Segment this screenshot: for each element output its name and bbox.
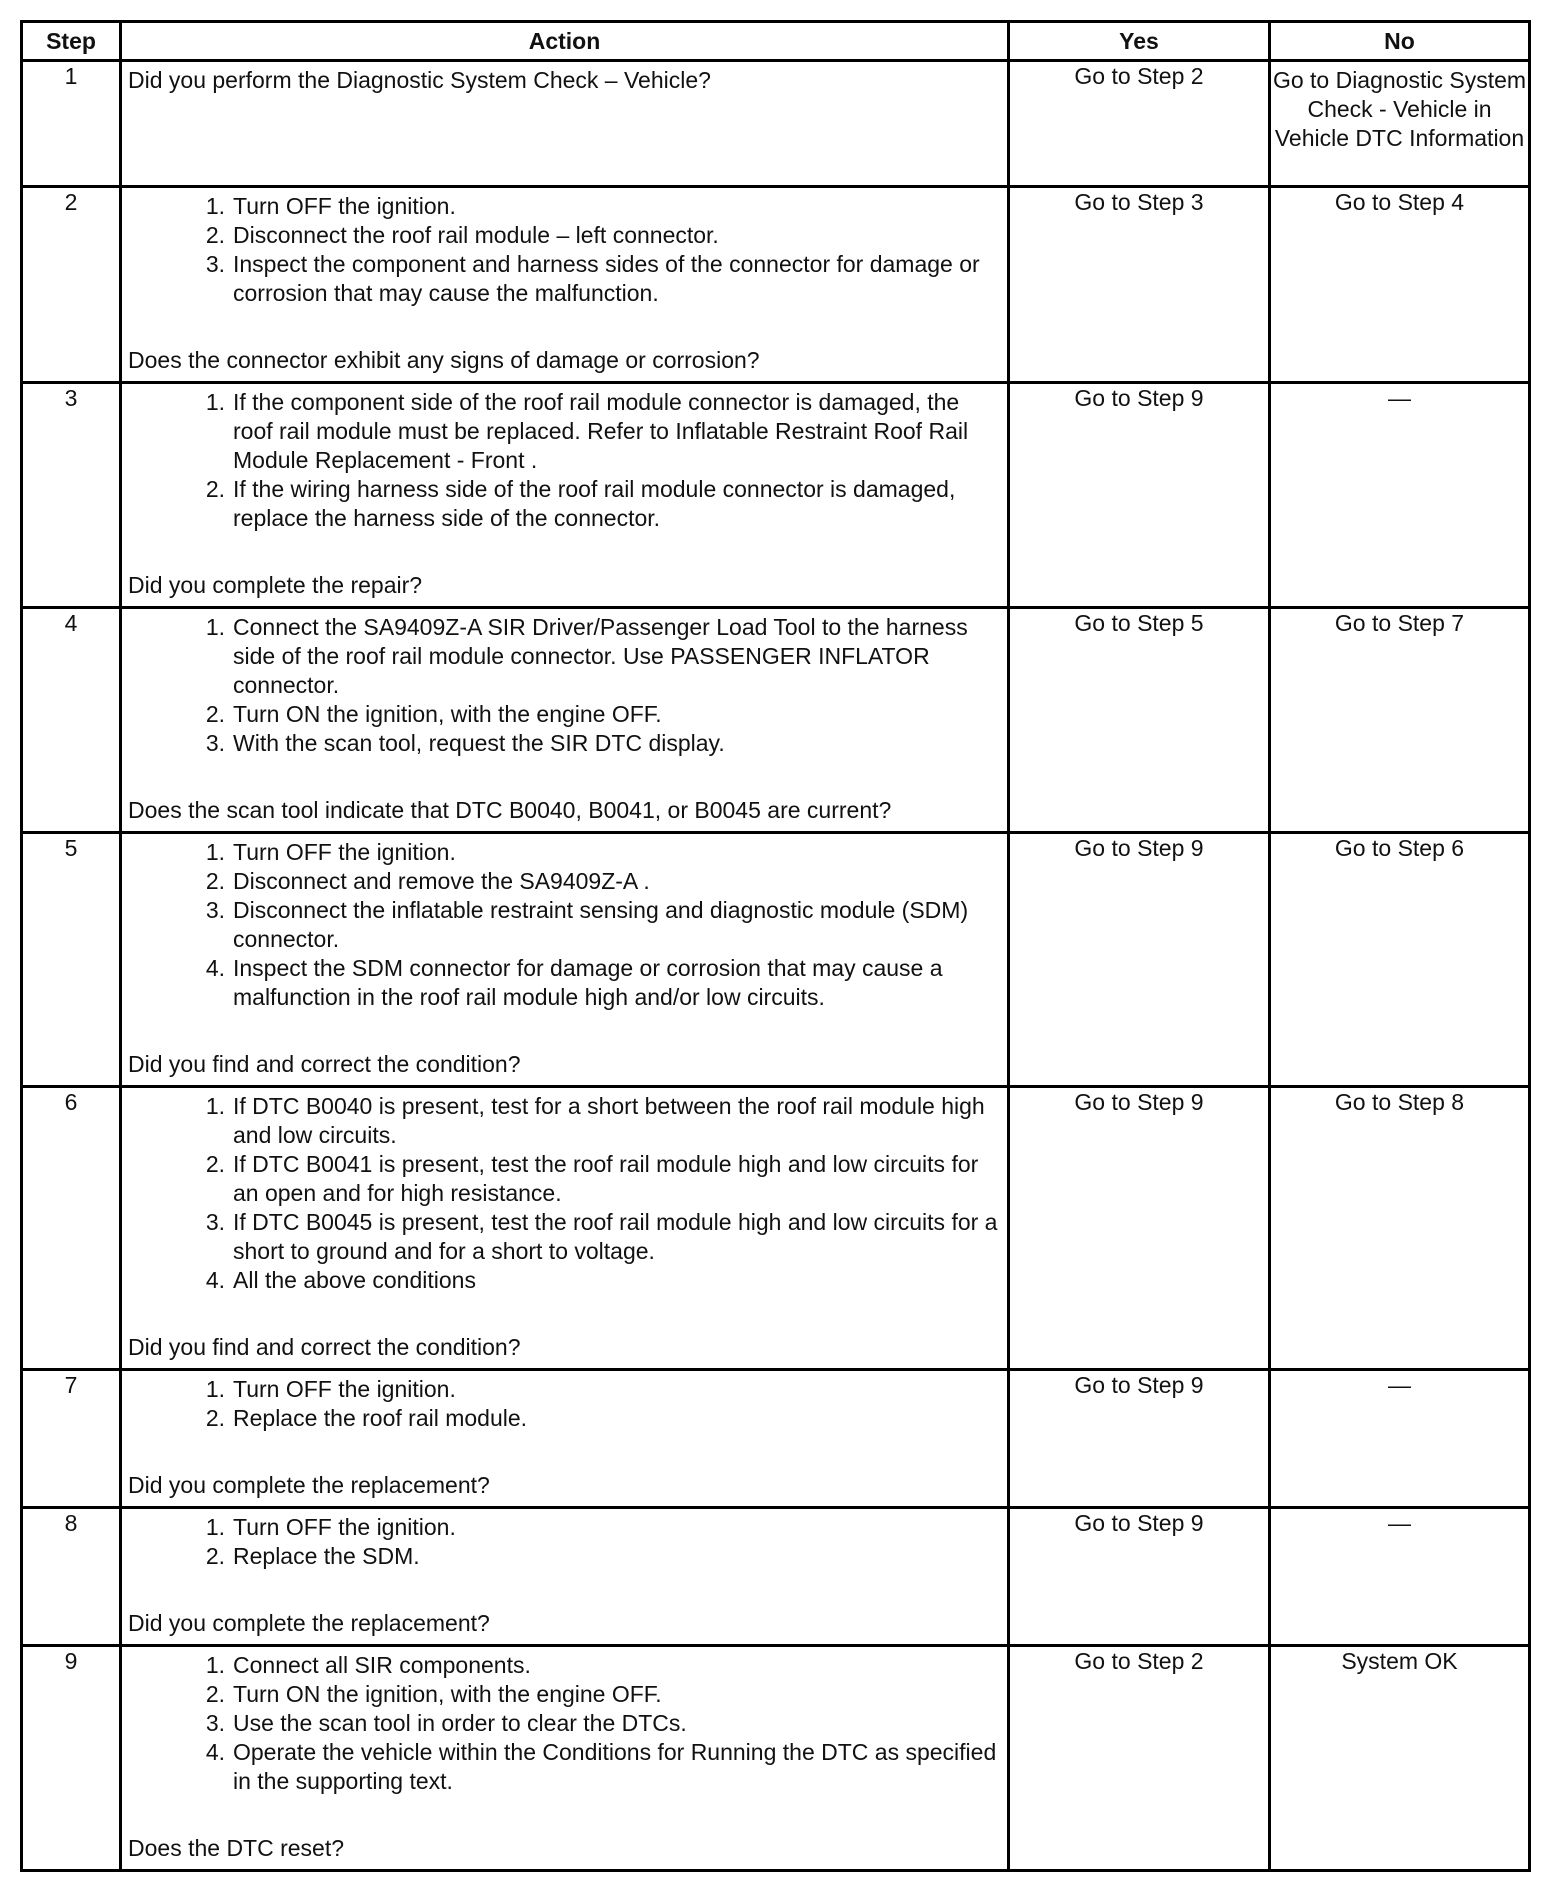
action-step-item: 2. If DTC B0041 is present, test the roof rail module high and low circuits for an open and for high resistance. bbox=[205, 1151, 979, 1206]
action-step-item: 1. Turn OFF the ignition. bbox=[205, 1514, 456, 1540]
action-step-item: 2. Turn ON the ignition, with the engine OFF. bbox=[205, 1681, 662, 1707]
no-result: — bbox=[1270, 383, 1530, 608]
step-row-2 bbox=[22, 187, 1530, 383]
no-result: Go to Diagnostic System Check - Vehicle in Vehicle DTC Information bbox=[1270, 61, 1530, 187]
step-row-1 bbox=[22, 61, 1530, 187]
action-question: Does the scan tool indicate that DTC B0040, B0041, or B0045 are current? bbox=[128, 797, 892, 823]
step-number: 4 bbox=[22, 608, 121, 833]
action-question: Does the connector exhibit any signs of damage or corrosion? bbox=[128, 347, 760, 373]
action-question: Does the DTC reset? bbox=[128, 1835, 345, 1861]
step-row-4 bbox=[22, 608, 1530, 833]
no-result: Go to Step 4 bbox=[1270, 187, 1530, 383]
action-cell bbox=[121, 1087, 1009, 1370]
yes-result: Go to Step 3 bbox=[1009, 187, 1270, 383]
action-cell bbox=[121, 1370, 1009, 1508]
header-row bbox=[22, 22, 1530, 61]
no-result: System OK bbox=[1270, 1646, 1530, 1871]
action-steps-list bbox=[122, 1647, 1007, 1796]
action-step-item: 3. With the scan tool, request the SIR DTC display. bbox=[205, 730, 725, 756]
action-step-item: 2. Disconnect the roof rail module – left connector. bbox=[205, 222, 719, 248]
action-cell bbox=[121, 187, 1009, 383]
action-step-item: 1. Turn OFF the ignition. bbox=[205, 193, 456, 219]
action-step-item: 3. If DTC B0045 is present, test the roof rail module high and low circuits for a short to ground and for a short to voltage. bbox=[205, 1209, 998, 1264]
action-question: Did you complete the replacement? bbox=[128, 1610, 490, 1636]
yes-result: Go to Step 9 bbox=[1009, 383, 1270, 608]
no-result: Go to Step 6 bbox=[1270, 833, 1530, 1087]
yes-result: Go to Step 9 bbox=[1009, 833, 1270, 1087]
action-question: Did you perform the Diagnostic System Check – Vehicle? bbox=[128, 67, 711, 93]
no-result: — bbox=[1270, 1508, 1530, 1646]
yes-result: Go to Step 9 bbox=[1009, 1087, 1270, 1370]
action-steps-list bbox=[122, 384, 1007, 533]
action-cell bbox=[121, 61, 1009, 187]
action-steps-list bbox=[122, 1509, 1007, 1571]
action-question: Did you complete the replacement? bbox=[128, 1472, 490, 1498]
step-number: 2 bbox=[22, 187, 121, 383]
action-step-item: 3. Disconnect the inflatable restraint sensing and diagnostic module (SDM) connector. bbox=[205, 897, 969, 952]
step-row-5 bbox=[22, 833, 1530, 1087]
action-steps-list bbox=[122, 1371, 1007, 1433]
step-row-7 bbox=[22, 1370, 1530, 1508]
step-row-3 bbox=[22, 383, 1530, 608]
yes-result: Go to Step 2 bbox=[1009, 61, 1270, 187]
action-cell bbox=[121, 608, 1009, 833]
diagnostic-table-container bbox=[20, 20, 1531, 1872]
header-yes: Yes bbox=[1009, 22, 1270, 61]
action-step-item: 2. If the wiring harness side of the roof rail module connector is damaged, replace the harness side of the connector. bbox=[205, 476, 956, 531]
step-number: 5 bbox=[22, 833, 121, 1087]
no-result: Go to Step 7 bbox=[1270, 608, 1530, 833]
action-step-item: 1. Turn OFF the ignition. bbox=[205, 1376, 456, 1402]
action-step-item: 1. If DTC B0040 is present, test for a short between the roof rail module high and low circuits. bbox=[205, 1093, 985, 1148]
action-steps-list bbox=[122, 1088, 1007, 1295]
action-step-item: 1. Connect the SA9409Z-A SIR Driver/Passenger Load Tool to the harness side of the roof rail module connector. Use PASSENGER INFLATOR connector. bbox=[205, 614, 968, 698]
action-step-item: 1. Turn OFF the ignition. bbox=[205, 839, 456, 865]
action-cell bbox=[121, 1508, 1009, 1646]
action-question: Did you complete the repair? bbox=[128, 572, 423, 598]
header-action: Action bbox=[121, 22, 1009, 61]
action-step-item: 3. Use the scan tool in order to clear the DTCs. bbox=[205, 1710, 687, 1736]
step-number: 1 bbox=[22, 61, 121, 187]
header-step: Step bbox=[22, 22, 121, 61]
header-no: No bbox=[1270, 22, 1530, 61]
no-result: — bbox=[1270, 1370, 1530, 1508]
action-steps-list bbox=[122, 188, 1007, 308]
action-steps-list bbox=[122, 834, 1007, 1012]
action-step-item: 2. Disconnect and remove the SA9409Z-A . bbox=[205, 868, 650, 894]
action-step-item: 3. Inspect the component and harness sides of the connector for damage or corrosion that may cause the malfunction. bbox=[205, 251, 980, 306]
action-step-item: 4. Inspect the SDM connector for damage or corrosion that may cause a malfunction in the roof rail module high and/or low circuits. bbox=[205, 955, 943, 1010]
step-number: 3 bbox=[22, 383, 121, 608]
step-row-9 bbox=[22, 1646, 1530, 1871]
yes-result: Go to Step 9 bbox=[1009, 1508, 1270, 1646]
action-cell bbox=[121, 1646, 1009, 1871]
action-step-item: 2. Replace the roof rail module. bbox=[205, 1405, 528, 1431]
action-step-item: 2. Turn ON the ignition, with the engine OFF. bbox=[205, 701, 662, 727]
step-row-6 bbox=[22, 1087, 1530, 1370]
action-step-item: 1. Connect all SIR components. bbox=[205, 1652, 531, 1678]
action-question: Did you find and correct the condition? bbox=[128, 1334, 521, 1360]
yes-result: Go to Step 5 bbox=[1009, 608, 1270, 833]
step-number: 7 bbox=[22, 1370, 121, 1508]
action-step-item: 2. Replace the SDM. bbox=[205, 1543, 420, 1569]
yes-result: Go to Step 2 bbox=[1009, 1646, 1270, 1871]
step-number: 6 bbox=[22, 1087, 121, 1370]
action-steps-list bbox=[122, 609, 1007, 758]
diagnostic-table bbox=[20, 20, 1531, 1872]
step-number: 8 bbox=[22, 1508, 121, 1646]
action-step-item: 1. If the component side of the roof rail module connector is damaged, the roof rail module must be replaced. Refer to Inflatable Restraint Roof Rail Module Replacement - Front . bbox=[205, 389, 969, 473]
action-cell bbox=[121, 383, 1009, 608]
step-number: 9 bbox=[22, 1646, 121, 1871]
step-row-8 bbox=[22, 1508, 1530, 1646]
action-step-item: 4. Operate the vehicle within the Conditions for Running the DTC as specified in the supporting text. bbox=[205, 1739, 997, 1794]
yes-result: Go to Step 9 bbox=[1009, 1370, 1270, 1508]
action-step-item: 4. All the above conditions bbox=[205, 1267, 476, 1293]
action-question: Did you find and correct the condition? bbox=[128, 1051, 521, 1077]
no-result: Go to Step 8 bbox=[1270, 1087, 1530, 1370]
action-cell bbox=[121, 833, 1009, 1087]
